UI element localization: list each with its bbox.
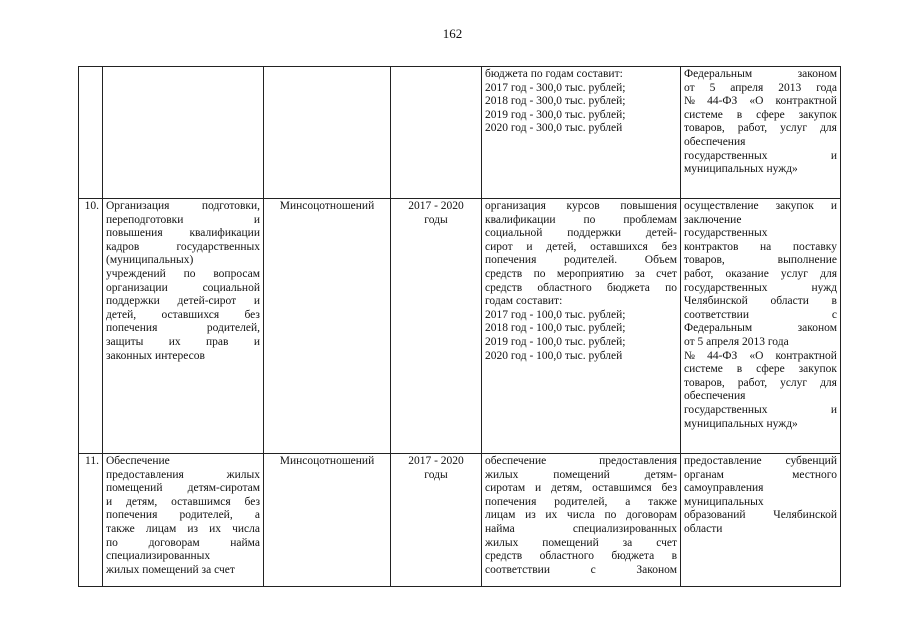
program-table [78,66,841,587]
result-line: сиротам и детям, оставшимся без [485,482,677,495]
row-number: 11. [79,454,103,587]
result-line: средств областного бюджета в [485,550,677,563]
row-number: 10. [79,199,103,454]
event-line: повышения квалификации [106,227,260,240]
indicator-line: муниципальных нужд» [684,163,798,176]
result-line: обеспечение предоставления [485,455,677,467]
indicator-line: контрактов на поставку [684,240,837,253]
event-line: предоставления жилых [106,468,260,481]
period-cell [391,454,482,587]
result-line: организация курсов повышения [485,200,677,212]
result-line: найма специализированных [485,522,677,535]
indicator-line: государственных и [684,149,837,162]
event-line: детей, оставшихся без [106,308,260,321]
event-line: жилых помещений за счет [106,563,235,576]
result-line: 2018 год - 100,0 тыс. рублей; [485,322,626,335]
event-line: по договорам найма [106,536,260,549]
result-line: 2018 год - 300,0 тыс. рублей; [485,95,626,108]
event-line: Обеспечение [106,455,170,467]
result-line: попечения родителей, а также [485,495,677,508]
event-line: поддержки детей-сирот и [106,295,260,308]
result-line: социальной поддержки детей- [485,227,677,240]
event-line: попечения родителей, [106,322,260,335]
indicator-line: обеспечения [684,390,746,403]
event-line: учреждений по вопросам [106,267,260,280]
row-number [79,67,103,199]
event-line: законных интересов [106,349,205,362]
period-cell [391,67,482,199]
indicator-line: № 44-ФЗ «О контрактной [684,95,837,108]
indicator-line: самоуправления [684,482,764,495]
event-line: Организация подготовки, [106,200,260,212]
event-line: (муниципальных) [106,254,194,267]
responsible-cell: Минсоцотношений [264,454,391,587]
event-line: специализированных [106,550,211,563]
result-line: жилых помещений детям- [485,468,677,481]
indicator-line: соответствии с [684,308,837,321]
event-line: переподготовки и [106,213,260,226]
indicator-line: системе в сфере закупок [684,108,837,121]
event-line: помещений детям-сиротам [106,482,260,495]
period-line: годы [424,213,448,226]
indicator-line: от 5 апреля 2013 года [684,335,789,348]
result-line: 2017 год - 100,0 тыс. рублей; [485,308,626,321]
indicator-line: товаров, работ, услуг для [684,376,837,389]
indicator-line: муниципальных нужд» [684,417,798,430]
indicator-line: товаров, выполнение [684,254,837,267]
result-cell [482,67,681,199]
result-cell [482,454,681,587]
event-line: также лицам из их числа [106,522,260,535]
indicator-line: образований Челябинской [684,509,837,522]
indicator-line: работ, оказание услуг для [684,267,837,280]
result-line: квалификации по проблемам [485,213,677,226]
indicator-line: от 5 апреля 2013 года [684,81,837,94]
indicator-cell [681,67,841,199]
indicator-line: области [684,522,723,535]
result-line: соответствии с Законом [485,563,677,576]
event-line: защиты их прав и [106,335,260,348]
result-cell [482,199,681,454]
indicator-line: товаров, работ, услуг для [684,122,837,135]
result-line: 2020 год - 300,0 тыс. рублей [485,122,623,135]
indicator-line: государственных нужд [684,281,837,294]
indicator-line: заключение [684,213,742,226]
result-line: жилых помещений за счет [485,536,677,549]
period-line: годы [424,468,448,481]
result-line: 2017 год - 300,0 тыс. рублей; [485,81,626,94]
period-cell [391,199,482,454]
result-line: 2020 год - 100,0 тыс. рублей [485,349,623,362]
table-row [79,199,841,454]
responsible-cell [264,67,391,199]
indicator-line: муниципальных [684,495,764,508]
result-line: сирот и детей, оставшихся без [485,240,677,253]
page-number: 162 [442,26,463,41]
indicator-line: органам местного [684,468,837,481]
table-row [79,454,841,587]
result-line: лицам из их числа по договорам [485,509,677,522]
indicator-line: государственных [684,227,768,240]
indicator-cell [681,199,841,454]
result-line: средств по мероприятию за счет [485,267,677,280]
indicator-line: осуществление закупок и [684,200,837,212]
table-row [79,67,841,199]
indicator-line: Челябинской области в [684,295,837,308]
result-line: 2019 год - 100,0 тыс. рублей; [485,335,626,348]
responsible-cell: Минсоцотношений [264,199,391,454]
event-line: организации социальной [106,281,260,294]
indicator-line: системе в сфере закупок [684,363,837,376]
indicator-cell [681,454,841,587]
event-line: попечения родителей, а [106,509,260,522]
event-line: кадров государственных [106,240,260,253]
event-cell [103,199,264,454]
event-cell [103,67,264,199]
result-line: попечения родителей. Объем [485,254,677,267]
indicator-line: Федеральным законом [684,68,837,80]
indicator-line: предоставление субвенций [684,455,837,467]
result-line: бюджета по годам составит: [485,68,623,80]
result-line: годам составит: [485,295,563,308]
event-line: и детям, оставшимся без [106,495,260,508]
indicator-line: обеспечения [684,135,746,148]
result-line: 2019 год - 300,0 тыс. рублей; [485,108,626,121]
indicator-line: государственных и [684,403,837,416]
result-line: средств областного бюджета по [485,281,677,294]
event-cell [103,454,264,587]
period-line: 2017 - 2020 [408,455,464,467]
indicator-line: № 44-ФЗ «О контрактной [684,349,837,362]
period-line: 2017 - 2020 [408,200,464,212]
indicator-line: Федеральным законом [684,322,837,335]
